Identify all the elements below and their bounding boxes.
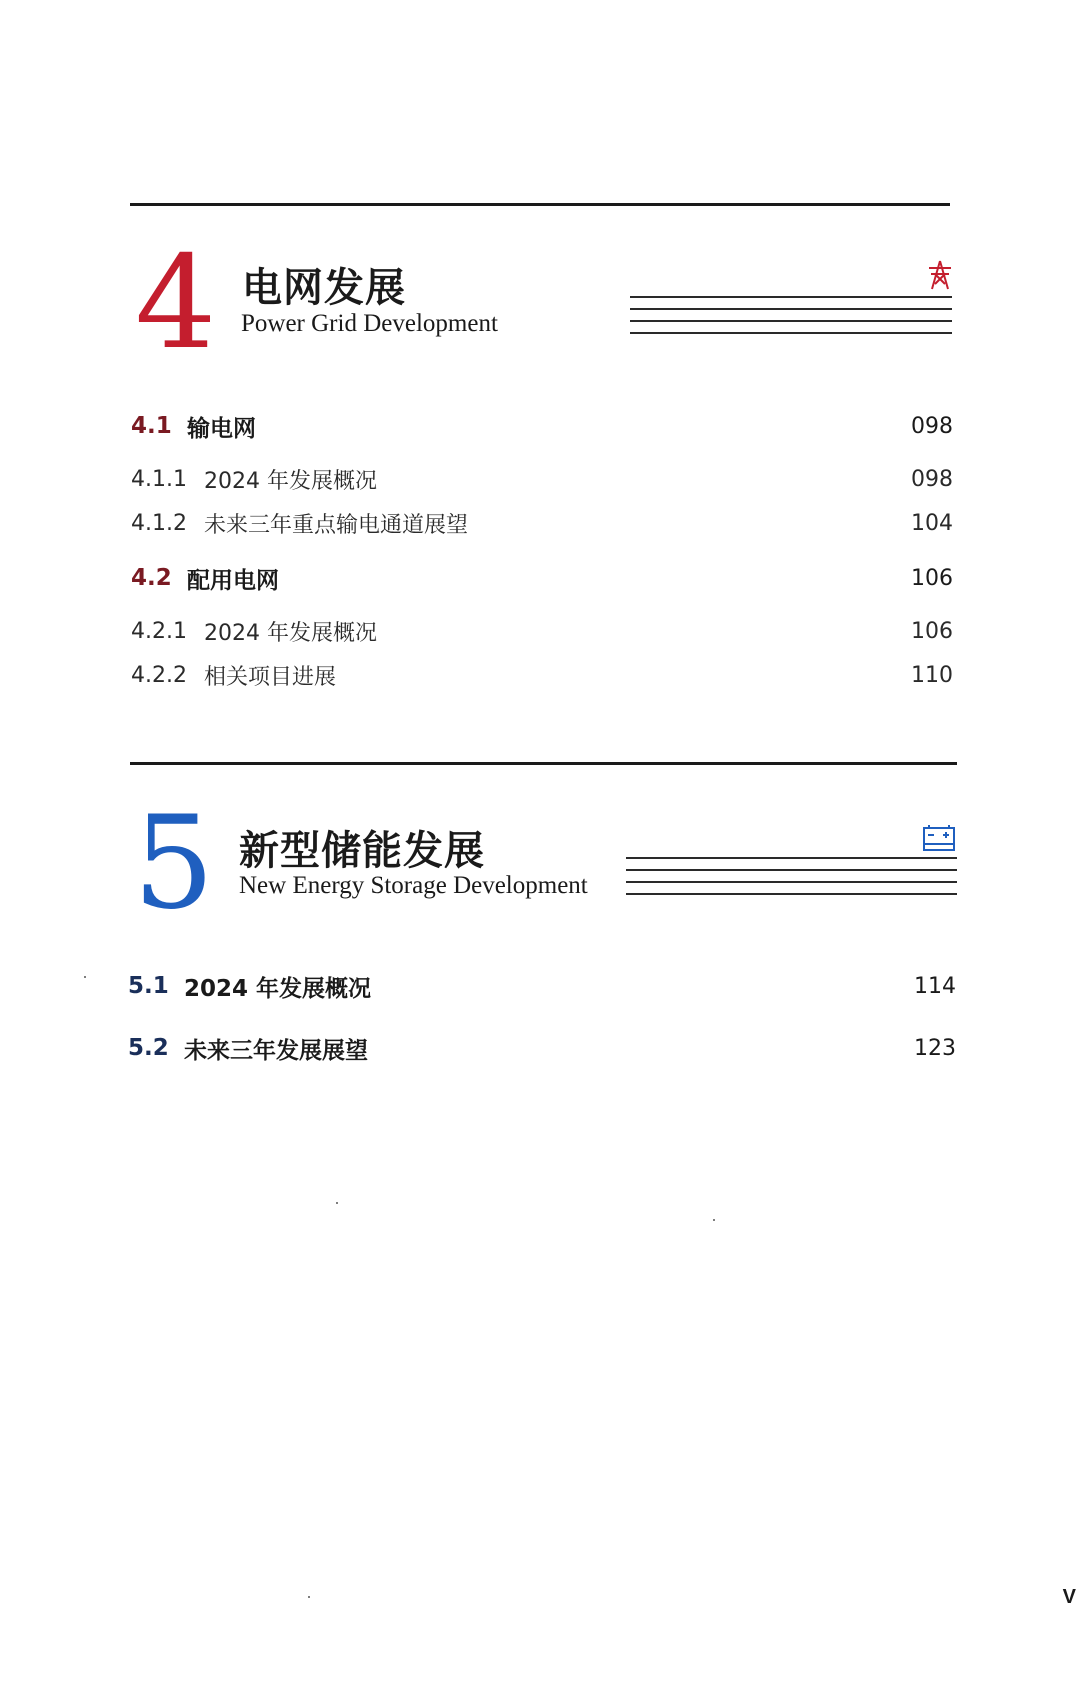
- toc-row-4-1[interactable]: [131, 411, 953, 441]
- chapter-5-title-en: New Energy Storage Development: [239, 872, 588, 899]
- toc-title: 输电网: [187, 415, 256, 442]
- toc-title: 2024 年发展概况: [184, 975, 372, 1002]
- toc-number: 5.1: [128, 973, 169, 999]
- toc-row-5-2[interactable]: [128, 1033, 956, 1063]
- toc-title: 未来三年重点输电通道展望: [204, 512, 469, 538]
- toc-page-number: 104: [911, 510, 953, 536]
- toc-number: 5.2: [128, 1035, 169, 1061]
- toc-page-number: 098: [911, 413, 953, 439]
- toc-page-number: 123: [914, 1035, 956, 1061]
- toc-title: 配用电网: [187, 567, 279, 594]
- toc-title: 2024 年发展概况: [204, 620, 377, 646]
- toc-row-4-2[interactable]: [131, 563, 953, 593]
- scan-speck: [84, 976, 86, 978]
- power-tower-icon: [928, 260, 952, 290]
- toc-page-number: 106: [911, 565, 953, 591]
- toc-row-5-1[interactable]: [128, 971, 956, 1001]
- chapter-4-title-en: Power Grid Development: [241, 310, 498, 337]
- toc-number: 4.1.1: [131, 466, 187, 492]
- scan-speck: [308, 1596, 310, 1598]
- toc-number: 4.2.1: [131, 618, 187, 644]
- chapter-5-top-rule: [130, 762, 957, 765]
- toc-row-4-1-1[interactable]: [131, 464, 953, 494]
- battery-icon: [923, 824, 955, 852]
- toc-title: 相关项目进展: [204, 664, 337, 690]
- toc-row-4-2-1[interactable]: [131, 616, 953, 646]
- page-mark: V: [1062, 1586, 1076, 1608]
- toc-title: 2024 年发展概况: [204, 468, 377, 494]
- scan-speck: [713, 1219, 715, 1221]
- toc-row-4-2-2[interactable]: [131, 660, 953, 690]
- toc-number: 4.1.2: [131, 510, 187, 536]
- chapter-5-number: 5: [133, 789, 215, 938]
- toc-page-number: 106: [911, 618, 953, 644]
- chapter-5-title-zh: 新型储能发展: [239, 827, 485, 874]
- toc-title: 未来三年发展展望: [184, 1037, 368, 1064]
- scan-speck: [336, 1202, 338, 1204]
- toc-page-number: 098: [911, 466, 953, 492]
- toc-number: 4.2.2: [131, 662, 187, 688]
- toc-number: 4.2: [131, 565, 172, 591]
- toc-page-number: 110: [911, 662, 953, 688]
- toc-number: 4.1: [131, 413, 172, 439]
- toc-row-4-1-2[interactable]: [131, 508, 953, 538]
- chapter-4-top-rule: [130, 203, 950, 206]
- chapter-4-title-zh: 电网发展: [242, 264, 406, 311]
- toc-page-number: 114: [914, 973, 956, 999]
- chapter-4-number: 4: [135, 229, 217, 378]
